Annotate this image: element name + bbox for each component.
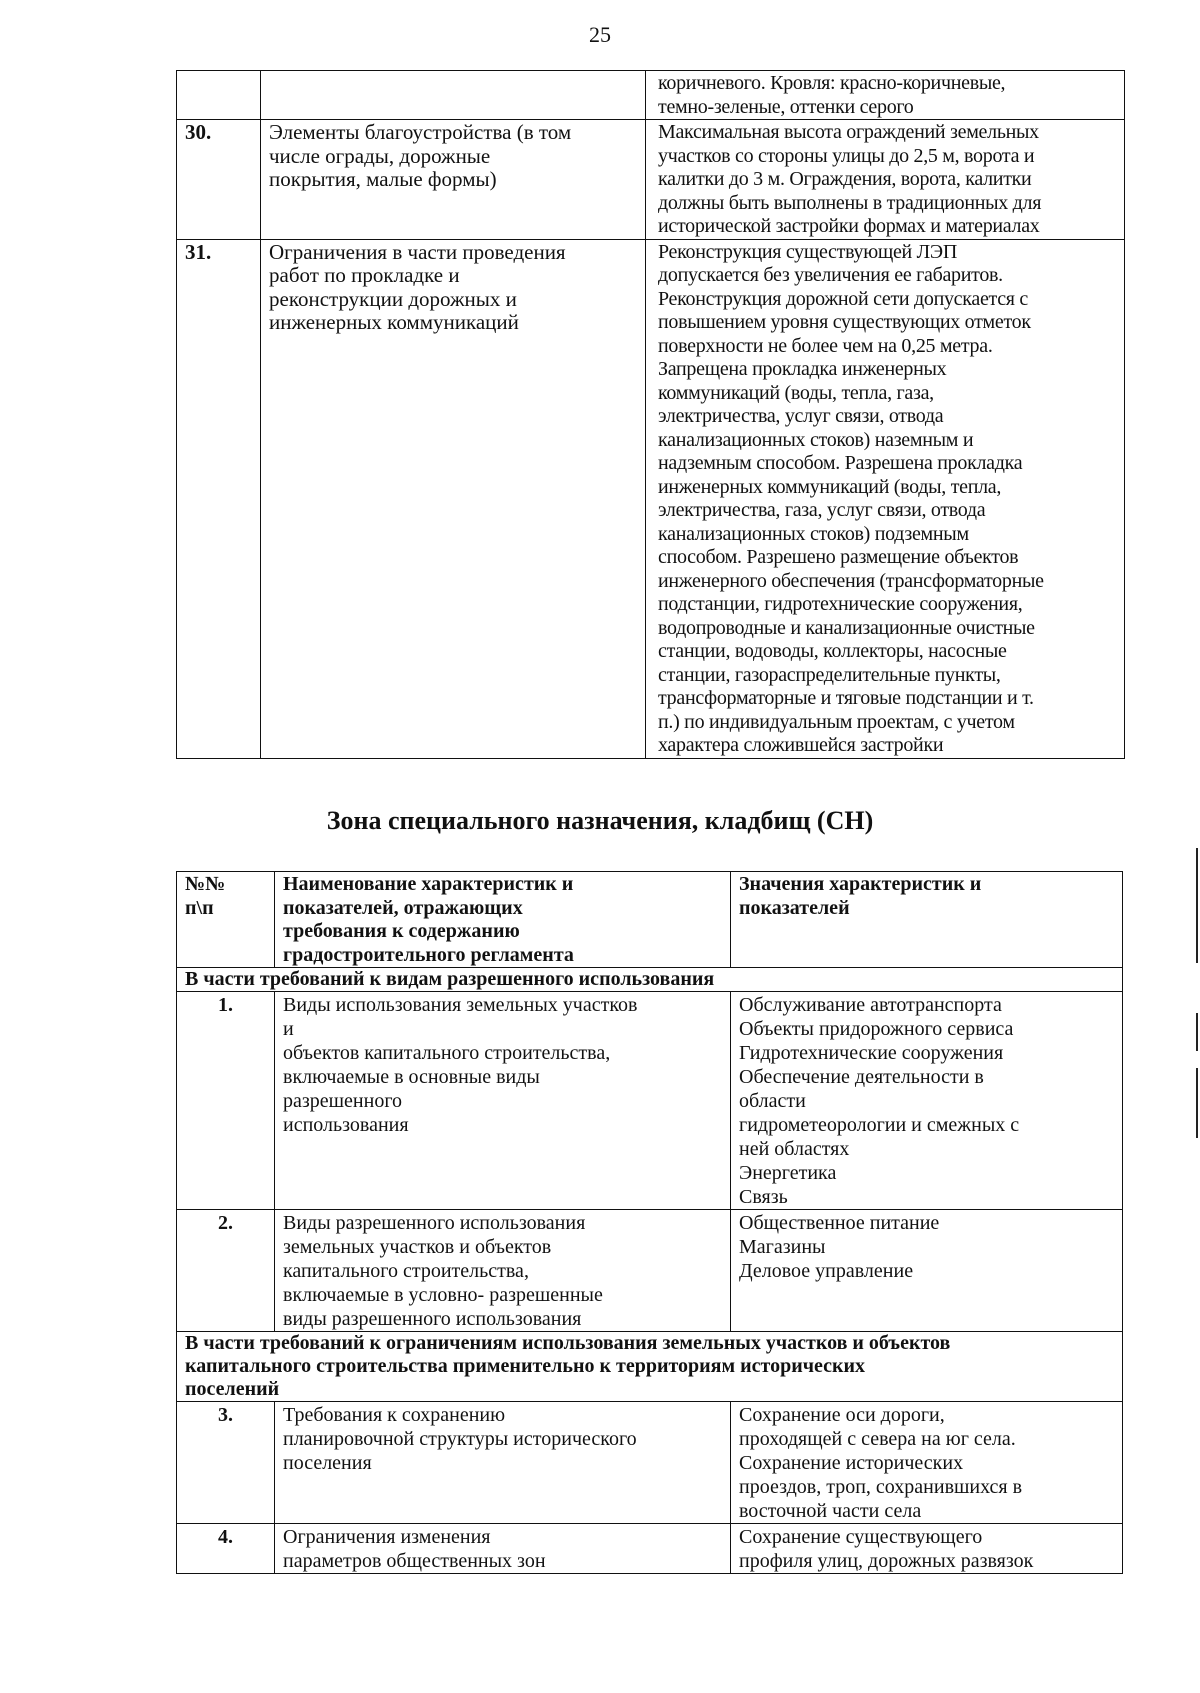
text-line: №№ [185,873,226,895]
characteristic-value [731,1402,1123,1524]
text-line: показателей, отражающих [283,896,523,919]
text-line: Ограничения изменения [283,1526,491,1548]
characteristic-name [261,120,646,240]
text-line: Значения характеристик и [739,873,982,895]
text-line: Наименование характеристик и [283,873,574,895]
continuation-table [176,70,1125,759]
text-line: виды разрешенного использования [283,1308,582,1330]
characteristic-name [261,239,646,758]
text-line: капитального строительства, [283,1260,529,1282]
text-line: покрытия, малые формы) [269,167,497,191]
text-line: электричества, услуг связи, отвода [658,405,944,427]
characteristic-name [261,71,646,120]
zone-regulations-table [176,871,1123,1574]
text-line: разрешенного [283,1090,403,1112]
header-name [275,872,731,968]
characteristic-value [731,1210,1123,1332]
table-row [177,239,1125,758]
table-row [177,120,1125,240]
text-line: Виды использования земельных участков [283,994,638,1016]
text-line: трансформаторные и тяговые подстанции и т. [658,687,1034,709]
text-line: коммуникаций (воды, тепла, газа, [658,381,934,404]
text-line: Магазины [739,1236,826,1258]
header-value [731,872,1123,968]
text-line: Обеспечение деятельности в [739,1066,984,1088]
text-line: восточной части села [739,1500,922,1522]
text-line: надземным способом. Разрешена прокладка [658,452,1023,474]
characteristic-value [646,71,1125,120]
text-line: подстанции, гидротехнические сооружения, [658,593,1023,615]
text-line: Реконструкция дорожной сети допускается с [658,287,1028,310]
text-line: п\п [185,896,214,919]
row-number: 30. [177,120,261,240]
row-number: 4. [177,1524,275,1574]
text-line: Сохранение существующего [739,1526,983,1548]
text-line: работ по прокладке и [269,263,460,287]
characteristic-value [731,992,1123,1210]
characteristic-value [646,239,1125,758]
text-line: Элементы благоустройства (в том [269,120,572,144]
scan-mark [1196,848,1198,963]
text-line: способом. Разрешено размещение объектов [658,546,1019,568]
text-line: профиля улиц, дорожных развязок [739,1550,1034,1572]
characteristic-name [275,1524,731,1574]
page-number: 25 [589,22,611,47]
table-row [177,71,1125,120]
header-number [177,872,275,968]
text-line: капитального строительства применительно к территориям исторических [185,1355,866,1377]
text-line: коричневого. Кровля: красно-коричневые, [658,72,1006,94]
text-line: поселения [283,1452,372,1474]
text-line: Ограничения в части проведения [269,239,566,264]
text-line: характера сложившейся застройки [658,734,944,756]
text-line: п.) по индивидуальным проектам, с учетом [658,710,1015,733]
text-line: допускается без увеличения ее габаритов. [658,264,1003,286]
text-line: требования к содержанию [283,920,520,942]
row-number: 2. [177,1210,275,1332]
text-line: ней областях [739,1138,850,1160]
row-number: 1. [177,992,275,1210]
group-heading: В части требований к видам разрешенного использования [177,968,1123,992]
text-line: области [739,1090,806,1112]
text-line: станции, водоводы, коллекторы, насосные [658,640,1007,662]
characteristic-name [275,992,731,1210]
text-line: Связь [739,1186,788,1208]
characteristic-value [731,1524,1123,1574]
text-line: канализационных стоков) подземным [658,522,969,545]
text-line: включаемые в основные виды [283,1066,540,1088]
group-heading [177,1332,1123,1402]
text-line: поверхности не более чем на 0,25 метра. [658,334,993,357]
text-line: поселений [185,1378,280,1400]
text-line: и [283,1018,294,1040]
characteristic-name [275,1402,731,1524]
table-row [177,1402,1123,1524]
text-line: Сохранение исторических [739,1452,964,1474]
text-line: Деловое управление [739,1260,914,1282]
table-row [177,992,1123,1210]
section-heading: Зона специального назначения, кладбищ (СН) [326,806,874,835]
text-line: канализационных стоков) наземным и [658,428,974,451]
scan-mark [1196,1013,1198,1051]
text-line: земельных участков и объектов [283,1236,552,1258]
text-line: Объекты придорожного сервиса [739,1018,1014,1040]
text-line: использования [283,1114,409,1136]
text-line: проходящей с севера на юг села. [739,1428,1016,1450]
text-line: градостроительного регламента [283,943,574,966]
text-line: инженерных коммуникаций [269,310,519,334]
text-line: объектов капитального строительства, [283,1042,611,1064]
text-line: калитки до 3 м. Ограждения, ворота, калитки [658,168,1032,190]
text-line: станции, газораспределительные пункты, [658,663,1001,686]
text-line: электричества, газа, услуг связи, отвода [658,499,986,521]
table-row [177,1524,1123,1574]
text-line: Обслуживание автотранспорта [739,994,1002,1016]
row-number: 31. [177,239,261,758]
text-line: Общественное питание [739,1212,940,1234]
text-line: темно-зеленые, оттенки серого [658,95,914,118]
scan-mark [1196,1068,1198,1138]
text-line: В части требований к ограничениям использования земельных участков и объектов [185,1332,951,1354]
text-line: проездов, троп, сохранившихся в [739,1476,1023,1498]
text-line: включаемые в условно- разрешенные [283,1284,603,1306]
text-line: числе ограды, дорожные [269,143,491,168]
text-line: инженерного обеспечения (трансформаторные [658,569,1044,592]
text-line: Запрещена прокладка инженерных [658,358,947,380]
group-row [177,1332,1123,1402]
text-line: Реконструкция существующей ЛЭП [658,240,957,263]
text-line: Требования к сохранению [283,1404,506,1426]
characteristic-value [646,120,1125,240]
text-line: Энергетика [739,1162,837,1184]
text-line: реконструкции дорожных и [269,286,517,311]
text-line: планировочной структуры исторического [283,1428,637,1450]
text-line: инженерных коммуникаций (воды, тепла, [658,475,1002,498]
header-row [177,872,1123,968]
text-line: Сохранение оси дороги, [739,1404,945,1426]
text-line: водопроводные и канализационные очистные [658,616,1035,639]
table-row [177,1210,1123,1332]
text-line: Гидротехнические сооружения [739,1042,1004,1064]
row-number [177,71,261,120]
row-number: 3. [177,1402,275,1524]
text-line: исторической застройки формах и материалах [658,215,1040,237]
text-line: показателей [739,896,850,919]
text-line: гидрометеорологии и смежных с [739,1114,1020,1136]
text-line: должны быть выполнены в традиционных для [658,191,1042,214]
group-row [177,968,1123,992]
text-line: параметров общественных зон [283,1550,546,1572]
text-line: Виды разрешенного использования [283,1212,586,1234]
text-line: участков со стороны улицы до 2,5 м, ворота и [658,144,1035,167]
text-line: повышением уровня существующих отметок [658,311,1031,333]
text-line: Максимальная высота ограждений земельных [658,121,1039,143]
characteristic-name [275,1210,731,1332]
